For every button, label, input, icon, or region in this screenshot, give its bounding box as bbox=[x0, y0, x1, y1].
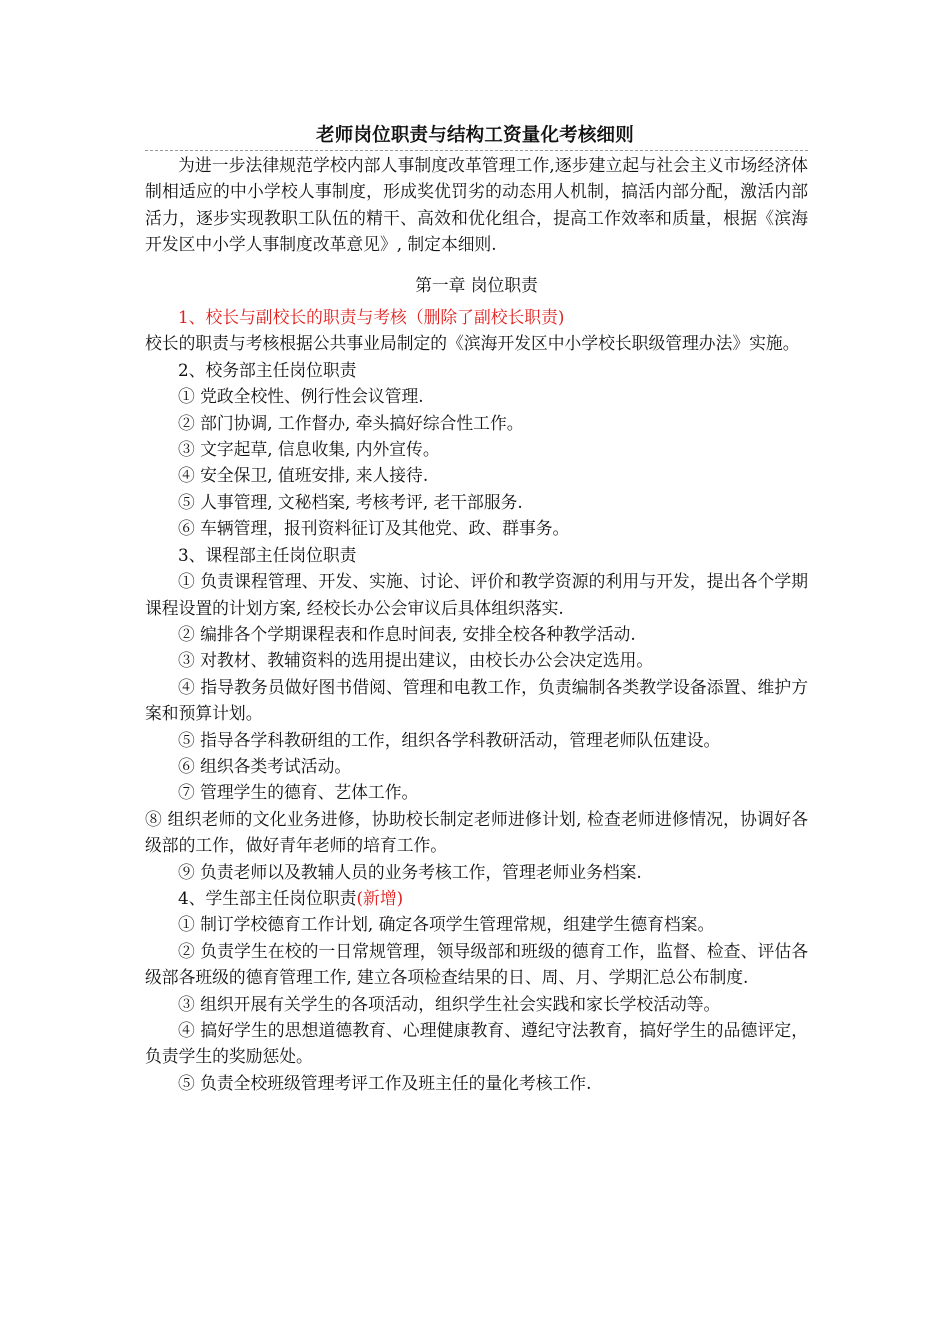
section4-heading-line bbox=[145, 885, 808, 911]
chapter-heading: 第一章 岗位职责 bbox=[415, 274, 538, 295]
section4-item: ① 制订学校德育工作计划, 确定各项学生管理常规，组建学生德育档案。 bbox=[178, 914, 715, 935]
section2-item: ⑤ 人事管理, 文秘档案, 考核考评, 老干部服务. bbox=[178, 491, 523, 512]
section3-item: ⑤ 指导各学科教研组的工作，组织各学科教研活动，管理老师队伍建设。 bbox=[178, 729, 721, 750]
section3-item: ② 编排各个学期课程表和作息时间表, 安排全校各种教学活动. bbox=[178, 623, 636, 644]
section1-heading: 1、校长与副校长的职责与考核（删除了副校长职责) bbox=[178, 307, 565, 328]
document-title: 老师岗位职责与结构工资量化考核细则 bbox=[316, 125, 634, 146]
intro-paragraph: 为进一步法律规范学校内部人事制度改革管理工作,逐步建立起与社会主义市场经济体制相适应的中小学校人事制度，形成奖优罚劣的动态用人机制，搞活内部分配，激活内部活力，逐步实现教职工队伍的精干、高效和优化组合，提高工作效率和质量，根据《滨海开发区中小学人事制度改革意见》, 制定本细则. bbox=[145, 155, 808, 255]
section4-item: ④ 搞好学生的思想道德教育、心理健康教育、遵纪守法教育，搞好学生的品德评定，负责学生的奖励惩处。 bbox=[145, 1020, 808, 1067]
section3-item: ⑦ 管理学生的德育、艺体工作。 bbox=[178, 782, 419, 803]
section3-item: ⑨ 负责老师以及教辅人员的业务考核工作，管理老师业务档案. bbox=[178, 861, 642, 882]
document-body bbox=[145, 152, 808, 1096]
section2-item: ⑥ 车辆管理，报刊资料征订及其他党、政、群事务。 bbox=[178, 518, 570, 539]
title-divider bbox=[145, 150, 808, 151]
section4-heading: 4、学生部主任岗位职责 bbox=[178, 887, 357, 908]
section3-item: ⑧ 组织老师的文化业务进修，协助校长制定老师进修计划, 检查老师进修情况，协调好各级部的工作，做好青年老师的培育工作。 bbox=[145, 808, 808, 856]
section2-item: ① 党政全校性、例行性会议管理. bbox=[178, 386, 424, 407]
section3-item: ③ 对教材、教辅资料的选用提出建议，由校长办公会决定选用。 bbox=[178, 650, 654, 671]
section3-item: ① 负责课程管理、开发、实施、讨论、评价和教学资源的利用与开发，提出各个学期课程设置的计划方案, 经校长办公会审议后具体组织落实. bbox=[145, 571, 808, 618]
section4-item: ② 负责学生在校的一日常规管理，领导级部和班级的德育工作，监督、检查、评估各级部各班级的德育管理工作, 建立各项检查结果的日、周、月、学期汇总公布制度. bbox=[145, 940, 808, 988]
section2-item: ④ 安全保卫, 值班安排, 来人接待. bbox=[178, 465, 429, 486]
section4-heading-note: (新增) bbox=[356, 887, 404, 908]
section3-item: ⑥ 组织各类考试活动。 bbox=[178, 755, 352, 776]
section4-item: ③ 组织开展有关学生的各项活动，组织学生社会实践和家长学校活动等。 bbox=[178, 993, 721, 1014]
section2-item: ③ 文字起草, 信息收集, 内外宣传。 bbox=[178, 439, 440, 460]
section1-text: 校长的职责与考核根据公共事业局制定的《滨海开发区中小学校长职级管理办法》实施。 bbox=[145, 333, 800, 354]
section3-item: ④ 指导教务员做好图书借阅、管理和电教工作，负责编制各类教学设备添置、维护方案和预算计划。 bbox=[145, 676, 808, 724]
section3-heading: 3、课程部主任岗位职责 bbox=[178, 544, 357, 565]
section2-item: ② 部门协调, 工作督办, 牵头搞好综合性工作。 bbox=[178, 412, 524, 433]
section2-heading: 2、校务部主任岗位职责 bbox=[178, 359, 357, 380]
section4-item: ⑤ 负责全校班级管理考评工作及班主任的量化考核工作. bbox=[178, 1072, 592, 1093]
